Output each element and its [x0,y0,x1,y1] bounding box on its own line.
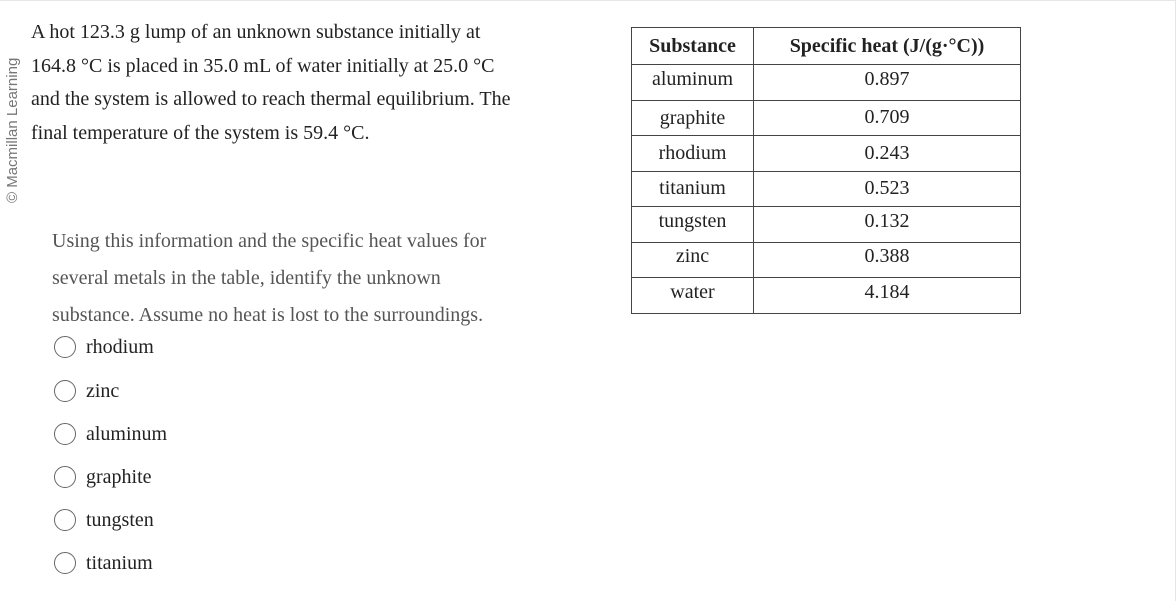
specific-heat-value: 0.132 [864,210,910,233]
option-titanium[interactable] [54,549,153,577]
specific-heat-cell [754,242,1021,278]
specific-heat-cell [754,65,1021,101]
option-aluminum[interactable] [54,420,167,448]
radio-button[interactable] [54,423,76,445]
problem-line: A hot 123.3 g lump of an unknown substance initially at [31,21,481,43]
table-row [632,278,1021,314]
specific-heat-cell [754,278,1021,314]
table-row [632,136,1021,172]
substance-name: graphite [659,107,726,130]
specific-heat-table [631,27,1021,314]
column-header-substance: Substance [632,28,754,65]
substance-name: water [670,280,715,303]
radio-button[interactable] [54,380,76,402]
table-header-row [632,28,1021,65]
substance-cell [632,207,754,243]
substance-name: rhodium [658,141,727,164]
substance-cell [632,278,754,314]
specific-heat-value: 0.523 [864,177,910,200]
question-prompt [52,223,572,334]
option-label: graphite [86,465,152,488]
copyright-watermark: © Macmillan Learning [4,57,21,203]
option-tungsten[interactable] [54,506,154,534]
specific-heat-value: 0.897 [864,67,910,90]
problem-line: and the system is allowed to reach thermal equilibrium. The [31,88,511,110]
substance-cell [632,65,754,101]
specific-heat-cell [754,171,1021,207]
specific-heat-value: 0.709 [864,106,910,129]
specific-heat-cell [754,207,1021,243]
substance-name: titanium [659,177,726,200]
question-line: Using this information and the specific heat values for [52,230,487,252]
problem-line: final temperature of the system is 59.4 °C. [31,121,370,144]
substance-name: zinc [675,245,710,268]
radio-button[interactable] [54,466,76,488]
radio-button[interactable] [54,509,76,531]
top-border [0,0,1176,1]
table-row [632,100,1021,136]
question-line: substance. Assume no heat is lost to the surroundings. [52,304,484,326]
table-row [632,242,1021,278]
option-label: rhodium [86,335,154,358]
specific-heat-cell [754,100,1021,136]
substance-name: tungsten [658,210,727,233]
substance-cell [632,171,754,207]
specific-heat-value: 0.388 [864,245,910,268]
option-label: titanium [86,551,153,574]
option-label: aluminum [86,422,168,445]
option-label: zinc [86,379,120,402]
option-rhodium[interactable] [54,333,154,361]
problem-line: 164.8 °C is placed in 35.0 mL of water initially at 25.0 °C [31,54,495,77]
radio-button[interactable] [54,552,76,574]
substance-cell [632,136,754,172]
substance-cell [632,100,754,136]
substance-cell [632,242,754,278]
option-zinc[interactable] [54,377,119,405]
specific-heat-value: 0.243 [864,141,910,164]
question-line: several metals in the table, identify the unknown [52,267,441,289]
substance-name: aluminum [651,67,734,90]
problem-statement [31,16,591,150]
specific-heat-value: 4.184 [864,280,910,303]
table-row [632,65,1021,101]
radio-button[interactable] [54,336,76,358]
table-row [632,207,1021,243]
table-row [632,171,1021,207]
option-label: tungsten [86,508,154,531]
specific-heat-cell [754,136,1021,172]
column-header-specific-heat: Specific heat (J/(g·°C)) [754,28,1021,65]
option-graphite[interactable] [54,463,152,491]
